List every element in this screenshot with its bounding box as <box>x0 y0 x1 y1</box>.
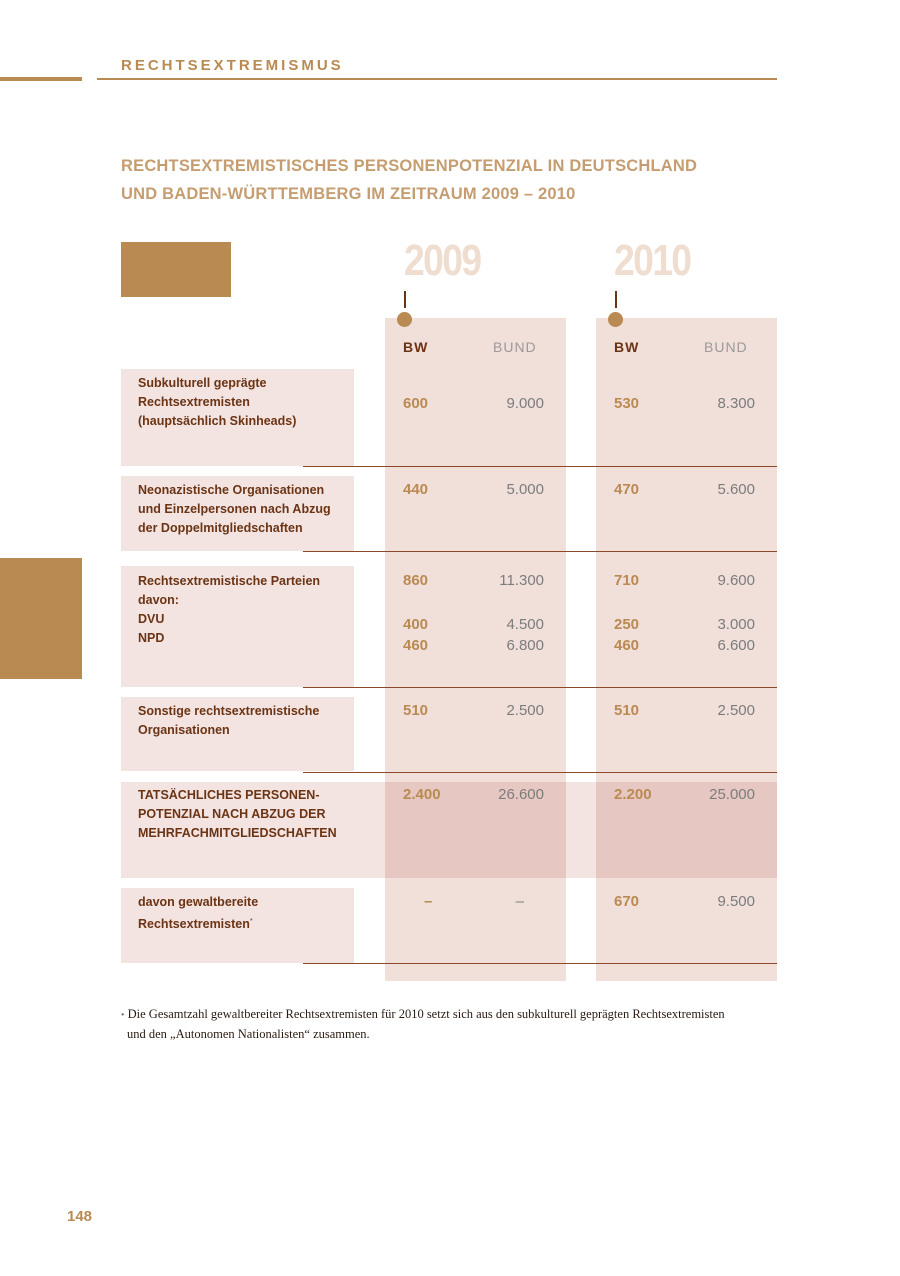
row-label-skinheads: Subkulturell geprägte Rechtsextremisten (hauptsächlich Skinheads) <box>138 376 297 428</box>
footnote: * Die Gesamtzahl gewaltbereiter Rechtsextremisten für 2010 setzt sich aus den subkulturell geprägten Rechtsextremisten und den „Autonomen Nationalisten“ zusammen. <box>121 1007 725 1041</box>
value-2009-bund: 9.000 <box>506 395 544 412</box>
value-2010-bund: 2.500 <box>717 702 755 719</box>
value-2010-bw: 470 <box>614 481 640 498</box>
footnote-mark: * <box>249 918 253 925</box>
value-2010-bw: 670 <box>614 893 640 910</box>
footnote-mark: * <box>121 1012 125 1020</box>
value-2010-bund-dvu: 3.000 <box>717 616 755 633</box>
value-2009-bund-dvu: 4.500 <box>506 616 544 633</box>
value-2009-bund-npd: 6.800 <box>506 637 544 654</box>
value-2010-bund-total: 25.000 <box>709 786 755 803</box>
value-2009-bund: – <box>515 893 524 910</box>
value-2009-bw-dvu: 400 <box>403 616 429 633</box>
col-head-2010-bund: BUND <box>704 339 748 355</box>
value-2010-bw: 510 <box>614 702 640 719</box>
value-2009-bw: – <box>424 893 433 910</box>
col-head-2009-bw: BW <box>403 339 429 355</box>
row-separator <box>303 772 777 773</box>
value-2009-bund-total: 26.600 <box>498 786 544 803</box>
col-head-2009-bund: BUND <box>493 339 537 355</box>
header-rule <box>97 78 777 80</box>
year-2010-tick <box>615 291 617 308</box>
section-title: RECHTSEXTREMISMUS <box>121 57 344 74</box>
value-2010-bw-npd: 460 <box>614 637 640 654</box>
value-2009-bw: 510 <box>403 702 429 719</box>
row-label-total: TATSÄCHLICHES PERSONEN- POTENZIAL NACH ABZUG DER MEHRFACHMITGLIEDSCHAFTEN <box>138 788 337 840</box>
value-2010-bw: 710 <box>614 572 640 589</box>
value-2010-bw-total: 2.200 <box>614 786 652 803</box>
row-separator <box>303 687 777 688</box>
year-2010-label: 2010 <box>614 236 691 285</box>
value-2009-bund: 11.300 <box>499 572 544 589</box>
row-label-gewaltbereit: davon gewaltbereite Rechtsextremisten* <box>138 895 259 932</box>
total-band-gap <box>566 782 596 878</box>
page-number: 148 <box>67 1208 93 1225</box>
page-title <box>121 152 801 208</box>
value-2009-bund: 2.500 <box>506 702 544 719</box>
value-2010-bund-npd: 6.600 <box>717 637 755 654</box>
year-2009-tick <box>404 291 406 308</box>
row-separator <box>303 963 777 964</box>
value-2009-bund: 5.000 <box>506 481 544 498</box>
row-separator <box>303 466 777 467</box>
page-title-line-1: RECHTSEXTREMISTISCHES PERSONENPOTENZIAL IN DEUTSCHLAND <box>121 157 698 175</box>
value-2009-bw: 600 <box>403 395 429 412</box>
legend-swatch <box>121 242 231 297</box>
row-separator <box>303 551 777 552</box>
value-2010-bund: 8.300 <box>717 395 755 412</box>
value-2009-bw: 860 <box>403 572 429 589</box>
year-2009-label: 2009 <box>404 236 481 285</box>
value-2009-bw-npd: 460 <box>403 637 429 654</box>
row-label-parteien: Rechtsextremistische Parteien davon: DVU NPD <box>138 574 321 645</box>
year-2009-marker <box>397 312 412 327</box>
value-2010-bw: 530 <box>614 395 640 412</box>
row-label-neonazi: Neonazistische Organisationen und Einzelpersonen nach Abzug der Doppelmitgliedschaften <box>138 483 331 535</box>
value-2010-bund: 9.600 <box>717 572 755 589</box>
value-2009-bw: 440 <box>403 481 429 498</box>
value-2010-bw-dvu: 250 <box>614 616 640 633</box>
row-label-sonstige: Sonstige rechtsextremistische Organisationen <box>138 704 320 737</box>
year-2010-marker <box>608 312 623 327</box>
value-2009-bw-total: 2.400 <box>403 786 441 803</box>
header-accent-bar <box>0 77 82 81</box>
value-2010-bund: 9.500 <box>717 893 755 910</box>
page-title-line-2: UND BADEN-WÜRTTEMBERG IM ZEITRAUM 2009 – 2010 <box>121 185 576 203</box>
col-head-2010-bw: BW <box>614 339 640 355</box>
value-2010-bund: 5.600 <box>717 481 755 498</box>
side-tab-marker <box>0 558 82 679</box>
